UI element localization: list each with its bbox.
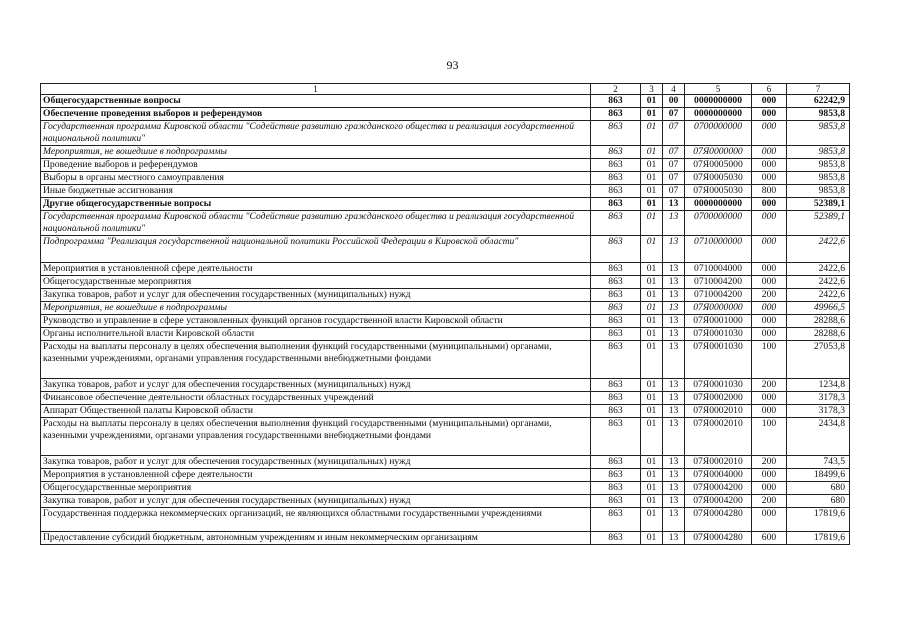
column-header: 6 — [752, 84, 787, 95]
row-name-cell: Предоставление субсидий бюджетным, автономным учреждениям и иным некоммерческим организациям — [41, 532, 591, 545]
cell-code: 863 — [591, 302, 641, 315]
cell-target-article: 07Я0001030 — [685, 341, 752, 379]
cell-section: 01 — [641, 482, 663, 495]
cell-subsection: 00 — [663, 95, 685, 108]
column-header: 3 — [641, 84, 663, 95]
table-row — [41, 482, 850, 495]
cell-code: 863 — [591, 172, 641, 185]
table-row — [41, 263, 850, 276]
table-row — [41, 315, 850, 328]
row-name-cell: Общегосударственные вопросы — [41, 95, 591, 108]
cell-section: 01 — [641, 532, 663, 545]
cell-section: 01 — [641, 495, 663, 508]
cell-subsection: 13 — [663, 482, 685, 495]
table-row — [41, 392, 850, 405]
cell-amount: 9853,8 — [787, 172, 850, 185]
table-row — [41, 236, 850, 263]
cell-section: 01 — [641, 456, 663, 469]
table-row — [41, 289, 850, 302]
cell-subsection: 13 — [663, 302, 685, 315]
cell-expense-type: 000 — [752, 315, 787, 328]
column-header: 2 — [591, 84, 641, 95]
cell-section: 01 — [641, 121, 663, 146]
row-name-cell: Государственная программа Кировской области "Содействие развитию гражданского общества и реализация государственной национальной политики" — [41, 211, 591, 236]
cell-target-article: 0000000000 — [685, 95, 752, 108]
row-name-cell: Проведение выборов и референдумов — [41, 159, 591, 172]
cell-subsection: 13 — [663, 263, 685, 276]
cell-section: 01 — [641, 315, 663, 328]
cell-target-article: 07Я0004280 — [685, 508, 752, 532]
row-name-cell: Аппарат Общественной палаты Кировской области — [41, 405, 591, 418]
cell-target-article: 07Я0001030 — [685, 379, 752, 392]
cell-code: 863 — [591, 379, 641, 392]
cell-subsection: 13 — [663, 508, 685, 532]
cell-code: 863 — [591, 95, 641, 108]
cell-section: 01 — [641, 276, 663, 289]
cell-amount: 27053,8 — [787, 341, 850, 379]
cell-subsection: 13 — [663, 392, 685, 405]
cell-amount: 9853,8 — [787, 108, 850, 121]
cell-subsection: 13 — [663, 456, 685, 469]
column-header: 7 — [787, 84, 850, 95]
cell-code: 863 — [591, 289, 641, 302]
table-row — [41, 508, 850, 532]
cell-expense-type: 000 — [752, 392, 787, 405]
cell-section: 01 — [641, 418, 663, 456]
table-row — [41, 159, 850, 172]
cell-target-article: 0710000000 — [685, 236, 752, 263]
cell-amount: 17819,6 — [787, 532, 850, 545]
cell-subsection: 13 — [663, 341, 685, 379]
cell-section: 01 — [641, 508, 663, 532]
cell-expense-type: 100 — [752, 418, 787, 456]
table-row — [41, 276, 850, 289]
table-row — [41, 532, 850, 545]
cell-section: 01 — [641, 211, 663, 236]
cell-expense-type: 800 — [752, 185, 787, 198]
table-row — [41, 211, 850, 236]
cell-target-article: 07Я0005000 — [685, 159, 752, 172]
cell-expense-type: 000 — [752, 198, 787, 211]
cell-expense-type: 000 — [752, 172, 787, 185]
cell-target-article: 07Я0005030 — [685, 185, 752, 198]
cell-code: 863 — [591, 236, 641, 263]
cell-amount: 3178,3 — [787, 405, 850, 418]
cell-subsection: 07 — [663, 172, 685, 185]
cell-target-article: 07Я0000000 — [685, 302, 752, 315]
row-name-cell: Иные бюджетные ассигнования — [41, 185, 591, 198]
cell-expense-type: 000 — [752, 328, 787, 341]
row-name-cell: Руководство и управление в сфере установленных функций органов государственной власти Кировской области — [41, 315, 591, 328]
table-row — [41, 469, 850, 482]
cell-subsection: 13 — [663, 495, 685, 508]
cell-section: 01 — [641, 405, 663, 418]
cell-code: 863 — [591, 469, 641, 482]
cell-code: 863 — [591, 418, 641, 456]
cell-expense-type: 000 — [752, 276, 787, 289]
cell-target-article: 07Я0002010 — [685, 405, 752, 418]
cell-target-article: 07Я0001000 — [685, 315, 752, 328]
table-row — [41, 495, 850, 508]
row-name-cell: Подпрограмма "Реализация государственной национальной политики Российской Федерации в Кировской области" — [41, 236, 591, 263]
cell-amount: 1234,8 — [787, 379, 850, 392]
cell-target-article: 0710004200 — [685, 276, 752, 289]
table-row — [41, 302, 850, 315]
cell-expense-type: 000 — [752, 263, 787, 276]
cell-expense-type: 100 — [752, 341, 787, 379]
cell-section: 01 — [641, 328, 663, 341]
cell-target-article: 07Я0002000 — [685, 392, 752, 405]
row-name-cell: Государственная программа Кировской области "Содействие развитию гражданского общества и реализация государственной национальной политики" — [41, 121, 591, 146]
cell-amount: 2434,8 — [787, 418, 850, 456]
row-name-cell: Расходы на выплаты персоналу в целях обеспечения выполнения функций государственными (муниципальными) органами, казенными учреждениями, органами управления государственными внебюджетными фондами — [41, 418, 591, 456]
cell-code: 863 — [591, 405, 641, 418]
cell-amount: 743,5 — [787, 456, 850, 469]
cell-amount: 18499,6 — [787, 469, 850, 482]
cell-amount: 9853,8 — [787, 185, 850, 198]
cell-subsection: 07 — [663, 121, 685, 146]
cell-code: 863 — [591, 392, 641, 405]
table-row — [41, 379, 850, 392]
cell-amount: 2422,6 — [787, 263, 850, 276]
cell-subsection: 13 — [663, 211, 685, 236]
cell-subsection: 07 — [663, 146, 685, 159]
cell-section: 01 — [641, 146, 663, 159]
cell-section: 01 — [641, 469, 663, 482]
row-name-cell: Органы исполнительной власти Кировской области — [41, 328, 591, 341]
row-name-cell: Общегосударственные мероприятия — [41, 482, 591, 495]
cell-section: 01 — [641, 379, 663, 392]
cell-amount: 2422,6 — [787, 236, 850, 263]
cell-amount: 2422,6 — [787, 276, 850, 289]
cell-expense-type: 000 — [752, 211, 787, 236]
cell-amount: 52389,1 — [787, 198, 850, 211]
row-name-cell: Мероприятия, не вошедшие в подпрограммы — [41, 302, 591, 315]
cell-code: 863 — [591, 341, 641, 379]
cell-code: 863 — [591, 146, 641, 159]
cell-code: 863 — [591, 108, 641, 121]
cell-expense-type: 000 — [752, 469, 787, 482]
cell-amount: 680 — [787, 495, 850, 508]
cell-code: 863 — [591, 482, 641, 495]
row-name-cell: Мероприятия в установленной сфере деятельности — [41, 263, 591, 276]
table-header-row — [41, 84, 850, 95]
cell-amount: 3178,3 — [787, 392, 850, 405]
cell-expense-type: 000 — [752, 302, 787, 315]
cell-amount: 52389,1 — [787, 211, 850, 236]
cell-section: 01 — [641, 302, 663, 315]
cell-section: 01 — [641, 198, 663, 211]
table-row — [41, 341, 850, 379]
cell-section: 01 — [641, 289, 663, 302]
cell-amount: 9853,8 — [787, 121, 850, 146]
cell-target-article: 0700000000 — [685, 211, 752, 236]
cell-code: 863 — [591, 198, 641, 211]
cell-subsection: 13 — [663, 418, 685, 456]
cell-target-article: 07Я0002010 — [685, 418, 752, 456]
cell-subsection: 13 — [663, 315, 685, 328]
cell-expense-type: 000 — [752, 508, 787, 532]
cell-target-article: 0000000000 — [685, 108, 752, 121]
table-row — [41, 405, 850, 418]
row-name-cell: Закупка товаров, работ и услуг для обеспечения государственных (муниципальных) нужд — [41, 456, 591, 469]
cell-section: 01 — [641, 341, 663, 379]
row-name-cell: Финансовое обеспечение деятельности областных государственных учреждений — [41, 392, 591, 405]
cell-section: 01 — [641, 263, 663, 276]
table-row — [41, 185, 850, 198]
cell-target-article: 0710004000 — [685, 263, 752, 276]
cell-subsection: 07 — [663, 159, 685, 172]
column-header: 5 — [685, 84, 752, 95]
cell-target-article: 07Я0004200 — [685, 482, 752, 495]
cell-target-article: 07Я0004000 — [685, 469, 752, 482]
cell-subsection: 13 — [663, 198, 685, 211]
cell-amount: 9853,8 — [787, 159, 850, 172]
cell-target-article: 07Я0002010 — [685, 456, 752, 469]
cell-target-article: 07Я0000000 — [685, 146, 752, 159]
cell-expense-type: 000 — [752, 95, 787, 108]
cell-amount: 680 — [787, 482, 850, 495]
cell-section: 01 — [641, 159, 663, 172]
cell-amount: 9853,8 — [787, 146, 850, 159]
cell-subsection: 07 — [663, 108, 685, 121]
cell-code: 863 — [591, 159, 641, 172]
table-row — [41, 121, 850, 146]
cell-subsection: 13 — [663, 405, 685, 418]
cell-expense-type: 200 — [752, 456, 787, 469]
cell-target-article: 07Я0004280 — [685, 532, 752, 545]
cell-target-article: 0000000000 — [685, 198, 752, 211]
cell-amount: 62242,9 — [787, 95, 850, 108]
cell-code: 863 — [591, 276, 641, 289]
cell-code: 863 — [591, 328, 641, 341]
cell-code: 863 — [591, 532, 641, 545]
cell-subsection: 13 — [663, 379, 685, 392]
cell-expense-type: 000 — [752, 108, 787, 121]
cell-section: 01 — [641, 185, 663, 198]
cell-target-article: 0700000000 — [685, 121, 752, 146]
column-header: 1 — [41, 84, 591, 95]
row-name-cell: Закупка товаров, работ и услуг для обеспечения государственных (муниципальных) нужд — [41, 379, 591, 392]
table-row — [41, 456, 850, 469]
cell-code: 863 — [591, 121, 641, 146]
cell-subsection: 13 — [663, 328, 685, 341]
cell-code: 863 — [591, 495, 641, 508]
cell-expense-type: 000 — [752, 146, 787, 159]
cell-section: 01 — [641, 236, 663, 263]
cell-subsection: 13 — [663, 289, 685, 302]
row-name-cell: Общегосударственные мероприятия — [41, 276, 591, 289]
cell-expense-type: 000 — [752, 121, 787, 146]
cell-expense-type: 000 — [752, 405, 787, 418]
table-row — [41, 198, 850, 211]
cell-expense-type: 000 — [752, 159, 787, 172]
table-row — [41, 172, 850, 185]
cell-expense-type: 000 — [752, 482, 787, 495]
row-name-cell: Обеспечение проведения выборов и референдумов — [41, 108, 591, 121]
cell-code: 863 — [591, 263, 641, 276]
cell-target-article: 07Я0005030 — [685, 172, 752, 185]
table-row — [41, 108, 850, 121]
row-name-cell: Выборы в органы местного самоуправления — [41, 172, 591, 185]
cell-subsection: 13 — [663, 469, 685, 482]
row-name-cell: Государственная поддержка некоммерческих организаций, не являющихся областными государственными учреждениями — [41, 508, 591, 532]
page-number: 93 — [446, 58, 459, 72]
table-row — [41, 146, 850, 159]
cell-code: 863 — [591, 315, 641, 328]
cell-amount: 49966,5 — [787, 302, 850, 315]
row-name-cell: Другие общегосударственные вопросы — [41, 198, 591, 211]
cell-code: 863 — [591, 185, 641, 198]
cell-target-article: 0710004200 — [685, 289, 752, 302]
cell-code: 863 — [591, 508, 641, 532]
row-name-cell: Мероприятия в установленной сфере деятельности — [41, 469, 591, 482]
cell-amount: 28288,6 — [787, 315, 850, 328]
table-row — [41, 328, 850, 341]
cell-code: 863 — [591, 211, 641, 236]
cell-subsection: 13 — [663, 276, 685, 289]
row-name-cell: Закупка товаров, работ и услуг для обеспечения государственных (муниципальных) нужд — [41, 289, 591, 302]
table-row — [41, 95, 850, 108]
row-name-cell: Мероприятия, не вошедшие в подпрограммы — [41, 146, 591, 159]
cell-target-article: 07Я0001030 — [685, 328, 752, 341]
cell-code: 863 — [591, 456, 641, 469]
cell-expense-type: 200 — [752, 379, 787, 392]
cell-subsection: 07 — [663, 185, 685, 198]
cell-section: 01 — [641, 95, 663, 108]
cell-expense-type: 600 — [752, 532, 787, 545]
row-name-cell: Закупка товаров, работ и услуг для обеспечения государственных (муниципальных) нужд — [41, 495, 591, 508]
cell-subsection: 13 — [663, 532, 685, 545]
cell-expense-type: 200 — [752, 289, 787, 302]
row-name-cell: Расходы на выплаты персоналу в целях обеспечения выполнения функций государственными (муниципальными) органами, казенными учреждениями, органами управления государственными внебюджетными фондами — [41, 341, 591, 379]
cell-amount: 17819,6 — [787, 508, 850, 532]
cell-target-article: 07Я0004200 — [685, 495, 752, 508]
cell-amount: 2422,6 — [787, 289, 850, 302]
budget-table — [40, 83, 850, 545]
cell-section: 01 — [641, 172, 663, 185]
cell-amount: 28288,6 — [787, 328, 850, 341]
table-row — [41, 418, 850, 456]
cell-subsection: 13 — [663, 236, 685, 263]
cell-section: 01 — [641, 108, 663, 121]
cell-expense-type: 000 — [752, 236, 787, 263]
column-header: 4 — [663, 84, 685, 95]
cell-section: 01 — [641, 392, 663, 405]
cell-expense-type: 200 — [752, 495, 787, 508]
